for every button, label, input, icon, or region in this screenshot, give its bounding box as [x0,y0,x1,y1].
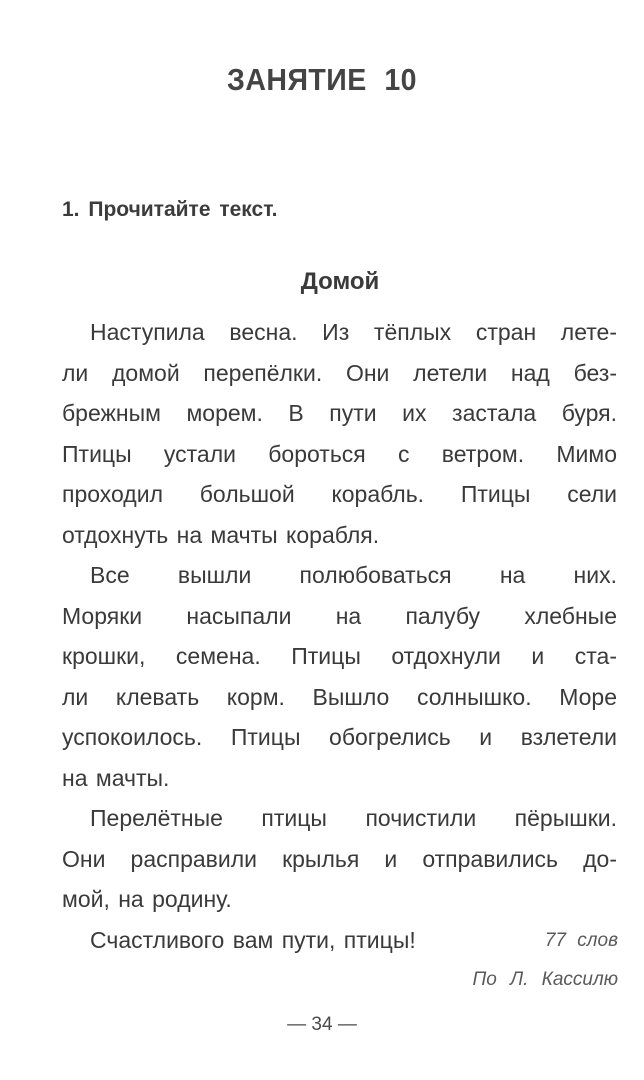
text-line-content: успокоилось. Птицы обогрелись и взлетели [62,724,617,750]
text-line [62,515,617,556]
text-line-content: Они расправили крылья и отправились до- [62,845,617,872]
text-line [62,474,617,515]
text-line [62,920,617,961]
paragraph [62,920,617,961]
task-instruction: 1. Прочитайте текст. [62,198,278,221]
text-line [62,393,617,434]
text-line [62,758,617,799]
text-line-content: проходил большой корабль. Птицы сели [62,481,617,507]
text-line-content: ли домой перепёлки. Они летели над без- [62,359,617,386]
text-line-content: Счастливого вам пути, птицы! [90,926,416,953]
text-line-content: крошки, семена. Птицы отдохнули и ста- [62,643,617,669]
paragraph [62,798,617,920]
text-line-content: Наступила весна. Из тёплых стран лете- [90,319,617,345]
word-count: 77 слов [544,930,618,951]
story-text [62,312,617,960]
text-line-content: Перелётные птицы почистили пёрышки. [90,805,617,831]
text-line [62,798,617,839]
text-line-content: на мачты. [62,764,170,791]
text-line [62,555,617,596]
text-line [62,596,617,637]
text-line-content: Моряки насыпали на палубу хлебные [62,602,617,629]
text-line [62,434,617,475]
text-line-content: отдохнуть на мачты корабля. [62,521,380,548]
text-line-content: Птицы устали бороться с ветром. Мимо [62,440,617,467]
lesson-title: ЗАНЯТИЕ 10 [227,62,417,97]
text-line [62,879,617,920]
text-line [62,677,617,718]
text-line-content: брежным морем. В пути их застала буря. [62,400,617,426]
paragraph [62,312,617,555]
paragraph [62,555,617,798]
attribution: По Л. Кассилю [472,969,618,990]
text-line-content: Все вышли полюбоваться на них. [90,562,617,588]
text-line-content: мой, на родину. [62,886,232,912]
story-title: Домой [300,268,380,295]
text-line [62,636,617,677]
text-line [62,353,617,394]
text-line-content: ли клевать корм. Вышло солнышко. Море [62,683,617,710]
page-number: — 34 — [287,1014,357,1035]
text-line [62,312,617,353]
text-line [62,839,617,880]
text-line [62,717,617,758]
